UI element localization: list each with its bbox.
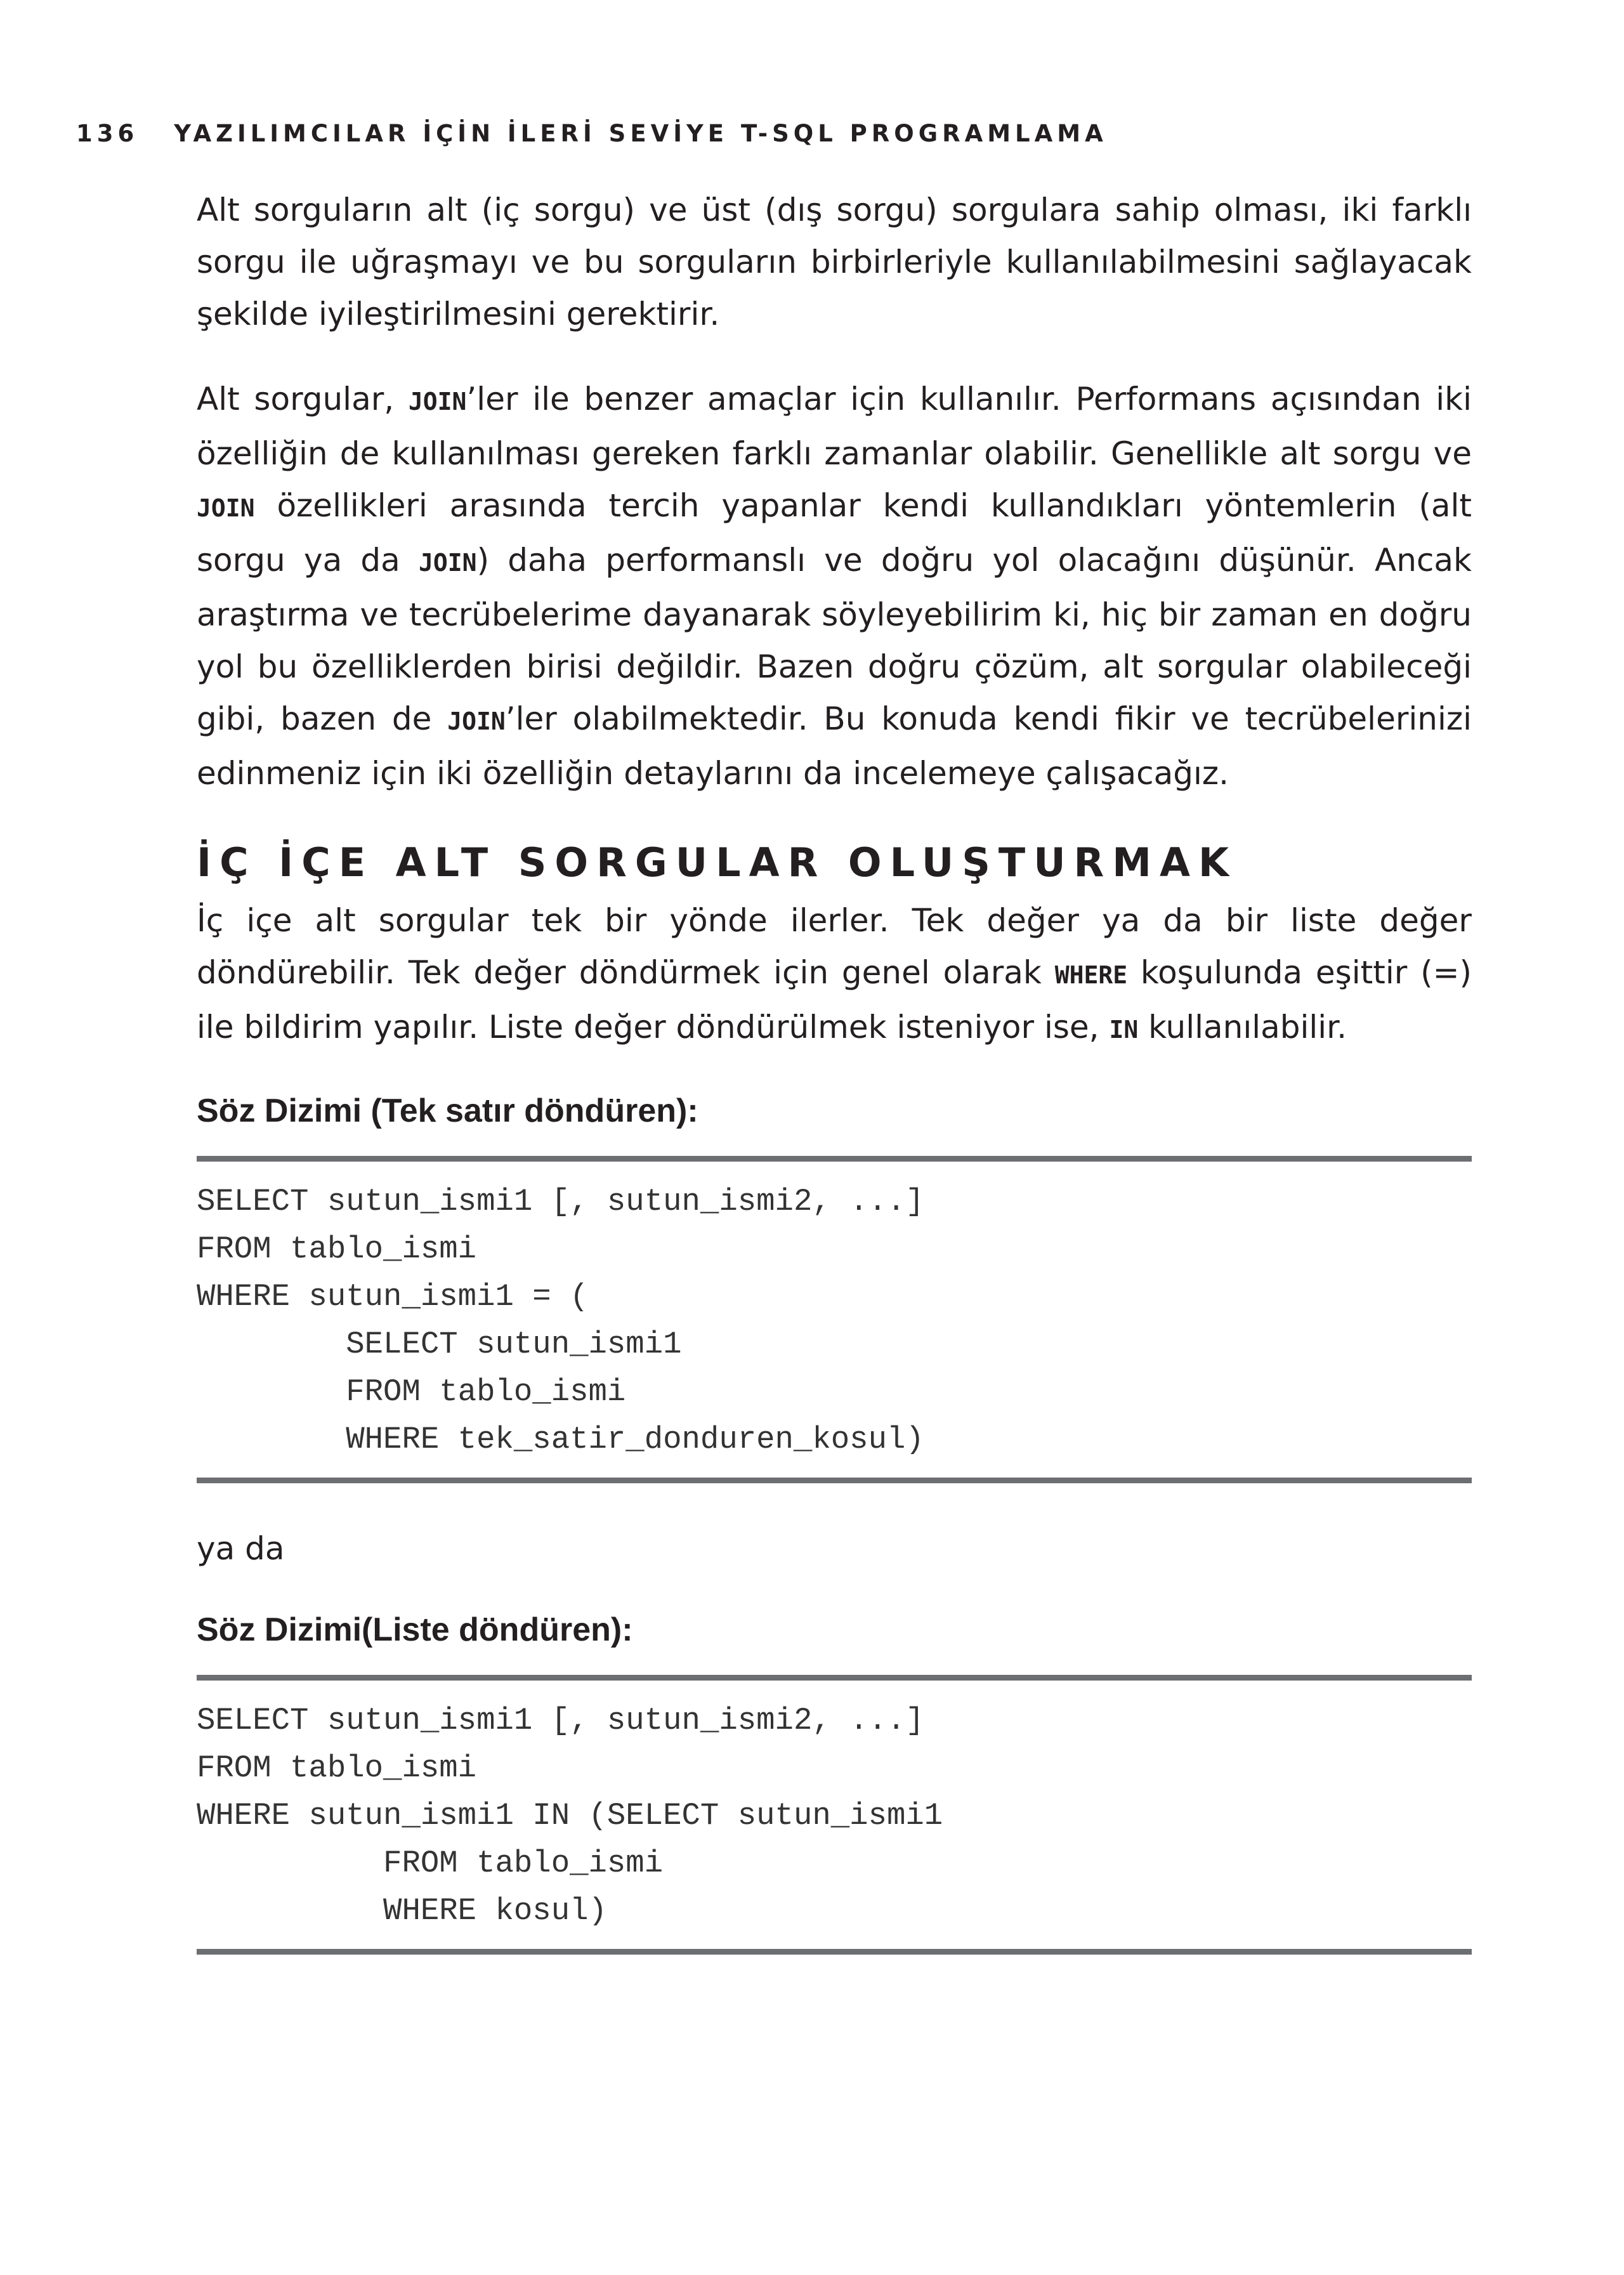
text-run: İç içe alt sorgular tek bir yönde ilerler. Tek değer ya da bir liste değer döndürebilir. Tek değer döndürmek için genel olarak <box>197 902 1472 991</box>
keyword-join: JOIN <box>447 707 506 735</box>
code-line: FROM tablo_ismi <box>197 1231 477 1267</box>
keyword-join: JOIN <box>197 494 255 522</box>
text-run: ) daha performanslı ve doğru yol olacağını düşünür. Ancak araştırma ve tecrübelerime dayanarak söyleyebilirim ki, hiç bir zaman en doğru yol bu özelliklerden birisi değildir. Bazen doğru çözüm, alt sorgular olabileceği gibi, bazen de <box>197 542 1472 737</box>
paragraph-subquery-structure: Alt sorguların alt (iç sorgu) ve üst (dış sorgu) sorgulara sahip olması, iki farklı sorgu ile uğraşmayı ve bu sorguların birbirleriyle kullanılabilmesini sağlayacak şekilde iyileştirilmesini gerektirir. <box>197 192 1472 332</box>
text-run: kullanılabilir. <box>1138 1009 1347 1046</box>
code-block-list <box>197 1675 1472 1955</box>
paragraph-subquery-vs-join <box>197 373 1472 799</box>
code-line: WHERE tek_satir_donduren_kosul) <box>197 1422 924 1457</box>
running-header <box>76 118 1535 150</box>
text-run: Alt sorgular, <box>197 381 409 417</box>
code-line: WHERE kosul) <box>197 1893 607 1929</box>
syntax-label-list: Söz Dizimi(Liste döndüren): <box>197 1611 633 1648</box>
code-line: WHERE sutun_ismi1 IN (SELECT sutun_ismi1 <box>197 1798 943 1833</box>
code-line: SELECT sutun_ismi1 [, sutun_ismi2, ...] <box>197 1703 924 1738</box>
text-run: özellikleri arasında tercih yapanlar kendi kullandıkları yöntemlerin (alt sorgu ya da <box>197 487 1472 579</box>
keyword-in: IN <box>1109 1016 1139 1044</box>
section-heading: İÇ İÇE ALT SORGULAR OLUŞTURMAK <box>197 839 1238 886</box>
paragraph-nested-subqueries <box>197 895 1472 1056</box>
page-content <box>197 184 1472 1955</box>
book-title: YAZILIMCILAR İÇİN İLERİ SEVİYE T-SQL PROGRAMLAMA <box>174 120 1108 147</box>
text-run: ’ler olabilmektedir. Bu konuda kendi fikir ve tecrübelerinizi edinmeniz için iki özelliğin detaylarını da incelemeye çalışacağız. <box>197 700 1472 792</box>
text-run: koşulunda eşittir (=) ile bildirim yapılır. Liste değer döndürülmek isteniyor ise, <box>197 954 1472 1046</box>
syntax-label-single-row: Söz Dizimi (Tek satır döndüren): <box>197 1092 698 1129</box>
code-line: FROM tablo_ismi <box>197 1846 664 1881</box>
keyword-join: JOIN <box>408 388 467 416</box>
keyword-join: JOIN <box>419 549 477 577</box>
page-number: 136 <box>76 120 139 147</box>
code-line: SELECT sutun_ismi1 [, sutun_ismi2, ...] <box>197 1184 924 1219</box>
code-line: FROM tablo_ismi <box>197 1750 477 1786</box>
code-line: SELECT sutun_ismi1 <box>197 1327 682 1362</box>
keyword-where: WHERE <box>1054 961 1128 989</box>
text-run: ’ler ile benzer amaçlar için kullanılır. Performans açısından iki özelliğin de kullanılması gereken farklı zamanlar olabilir. Genellikle alt sorgu ve <box>197 381 1472 472</box>
connector-text: ya da <box>197 1530 285 1567</box>
code-line: FROM tablo_ismi <box>197 1374 626 1410</box>
code-block-single-row <box>197 1156 1472 1483</box>
code-line: WHERE sutun_ismi1 = ( <box>197 1279 589 1315</box>
